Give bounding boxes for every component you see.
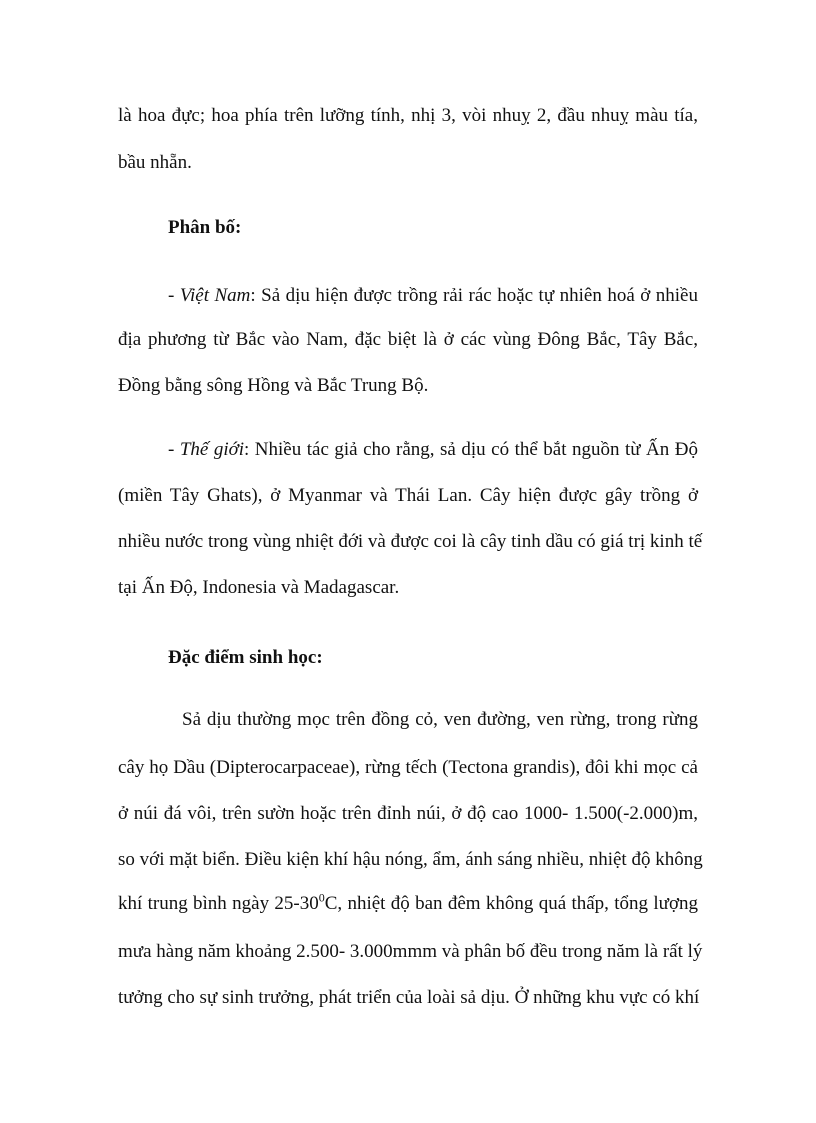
intro-line-2: bầu nhẵn. <box>118 152 192 173</box>
distribution-heading: Phân bố: <box>168 217 242 238</box>
world-line-1 <box>168 438 698 462</box>
vietnam-label: - Việt Nam <box>168 285 251 306</box>
biology-line-4: so với mặt biển. Điều kiện khí hậu nóng, ẩm, ánh sáng nhiều, nhiệt độ không <box>118 849 703 870</box>
vietnam-line-1 <box>168 284 698 308</box>
biology-line-2: cây họ Dầu (Dipterocarpaceae), rừng tếch (Tectona grandis), đôi khi mọc cả <box>118 757 698 778</box>
vietnam-line-3: Đồng bằng sông Hồng và Bắc Trung Bộ. <box>118 375 429 396</box>
intro-line-1: là hoa đực; hoa phía trên lưỡng tính, nhị 3, vòi nhuỵ 2, đầu nhuỵ màu tía, <box>118 105 698 126</box>
biology-line-5 <box>118 892 698 916</box>
world-line-3: nhiều nước trong vùng nhiệt đới và được coi là cây tinh dầu có giá trị kinh tế <box>118 531 703 552</box>
vietnam-line-2: địa phương từ Bắc vào Nam, đặc biệt là ở các vùng Đông Bắc, Tây Bắc, <box>118 329 698 350</box>
world-line-2: (miền Tây Ghats), ở Myanmar và Thái Lan. Cây hiện được gây trồng ở <box>118 485 698 506</box>
biology-line-5-start: khí trung bình ngày 25-30 <box>118 893 319 914</box>
world-line-4: tại Ấn Độ, Indonesia và Madagascar. <box>118 577 400 598</box>
biology-line-6: mưa hàng năm khoảng 2.500- 3.000mmm và phân bố đều trong năm là rất lý <box>118 941 703 962</box>
biology-line-3: ở núi đá vôi, trên sườn hoặc trên đỉnh núi, ở độ cao 1000- 1.500(-2.000)m, <box>118 803 698 824</box>
world-line-1-text: : Nhiều tác giả cho rằng, sả dịu có thể bắt nguồn từ Ấn Độ <box>244 439 698 460</box>
biology-heading: Đặc điểm sinh học: <box>168 647 323 668</box>
world-label: - Thế giới <box>168 439 245 460</box>
temperature-superscript: 0 <box>318 890 325 905</box>
biology-line-5-end: C, nhiệt độ ban đêm không quá thấp, tổng lượng <box>324 893 698 914</box>
biology-line-7: tưởng cho sự sinh trưởng, phát triển của loài sả dịu. Ở những khu vực có khí <box>118 987 700 1008</box>
biology-line-1: Sả dịu thường mọc trên đồng cỏ, ven đường, ven rừng, trong rừng <box>182 709 698 730</box>
vietnam-line-1-text: : Sả dịu hiện được trồng rải rác hoặc tự nhiên hoá ở nhiều <box>250 285 698 306</box>
